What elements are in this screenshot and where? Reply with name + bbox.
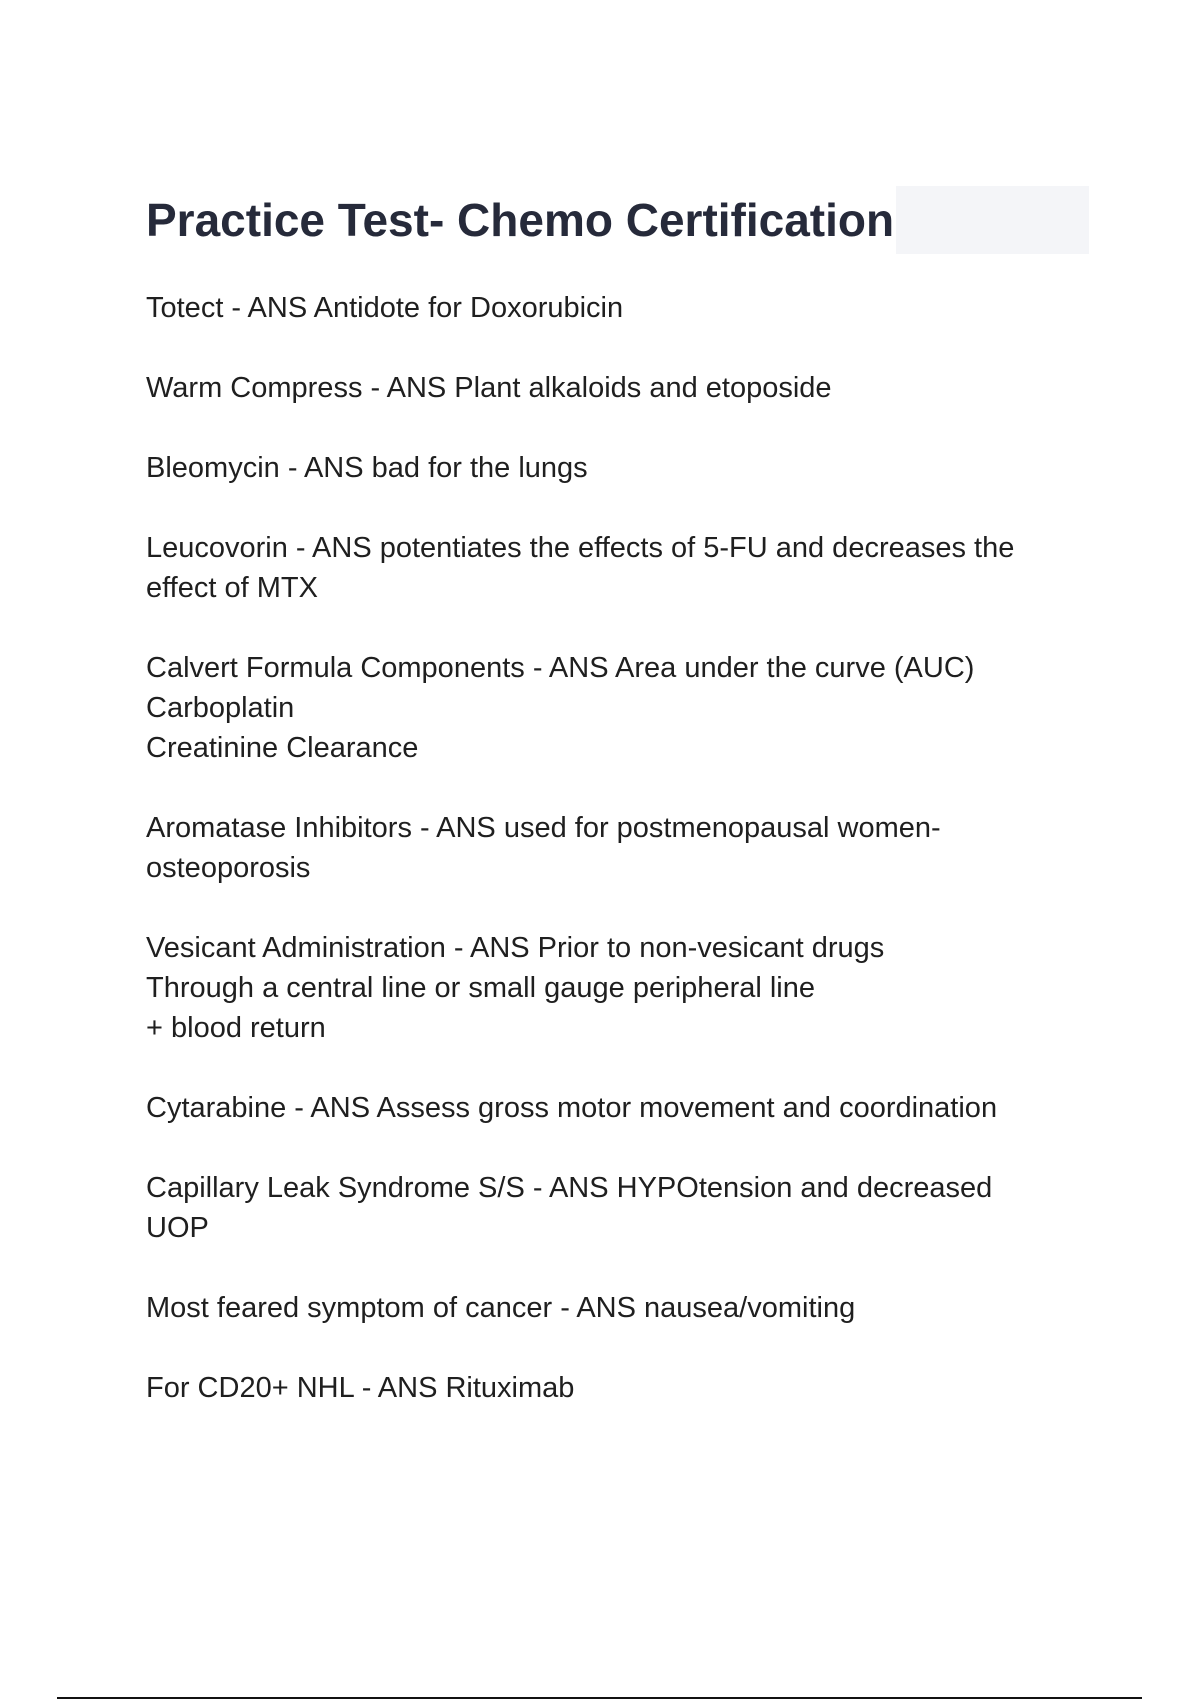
qa-line: Vesicant Administration - ANS Prior to non-vesicant drugs <box>146 932 885 964</box>
qa-item <box>146 648 1086 768</box>
qa-line: Capillary Leak Syndrome S/S - ANS HYPOtension and decreased <box>146 1172 993 1204</box>
qa-list <box>146 288 1086 1448</box>
qa-line: Through a central line or small gauge peripheral line <box>146 972 815 1004</box>
qa-line: Creatinine Clearance <box>146 732 419 764</box>
qa-item <box>146 1368 1086 1408</box>
footer-divider <box>57 1697 1142 1699</box>
qa-line: + blood return <box>146 1012 326 1044</box>
qa-line: Most feared symptom of cancer - ANS nausea/vomiting <box>146 1292 856 1324</box>
qa-item <box>146 288 1086 328</box>
qa-line: Warm Compress - ANS Plant alkaloids and etoposide <box>146 372 832 404</box>
qa-line: UOP <box>146 1212 209 1244</box>
qa-line: osteoporosis <box>146 852 311 884</box>
qa-line: Bleomycin - ANS bad for the lungs <box>146 452 588 484</box>
qa-item <box>146 1088 1086 1128</box>
qa-line: Cytarabine - ANS Assess gross motor movement and coordination <box>146 1092 998 1124</box>
qa-item <box>146 368 1086 408</box>
qa-line: For CD20+ NHL - ANS Rituximab <box>146 1372 575 1404</box>
qa-line: Totect - ANS Antidote for Doxorubicin <box>146 292 624 324</box>
qa-item <box>146 808 1086 888</box>
qa-item <box>146 1168 1086 1248</box>
qa-line: effect of MTX <box>146 572 318 604</box>
qa-item <box>146 528 1086 608</box>
qa-line: Carboplatin <box>146 692 295 724</box>
qa-item <box>146 928 1086 1048</box>
qa-line: Leucovorin - ANS potentiates the effects of 5-FU and decreases the <box>146 532 1015 564</box>
page-title: Practice Test- Chemo Certification <box>146 186 896 254</box>
qa-item <box>146 1288 1086 1328</box>
qa-line: Aromatase Inhibitors - ANS used for postmenopausal women- <box>146 812 941 844</box>
qa-line: Calvert Formula Components - ANS Area under the curve (AUC) <box>146 652 975 684</box>
qa-item <box>146 448 1086 488</box>
